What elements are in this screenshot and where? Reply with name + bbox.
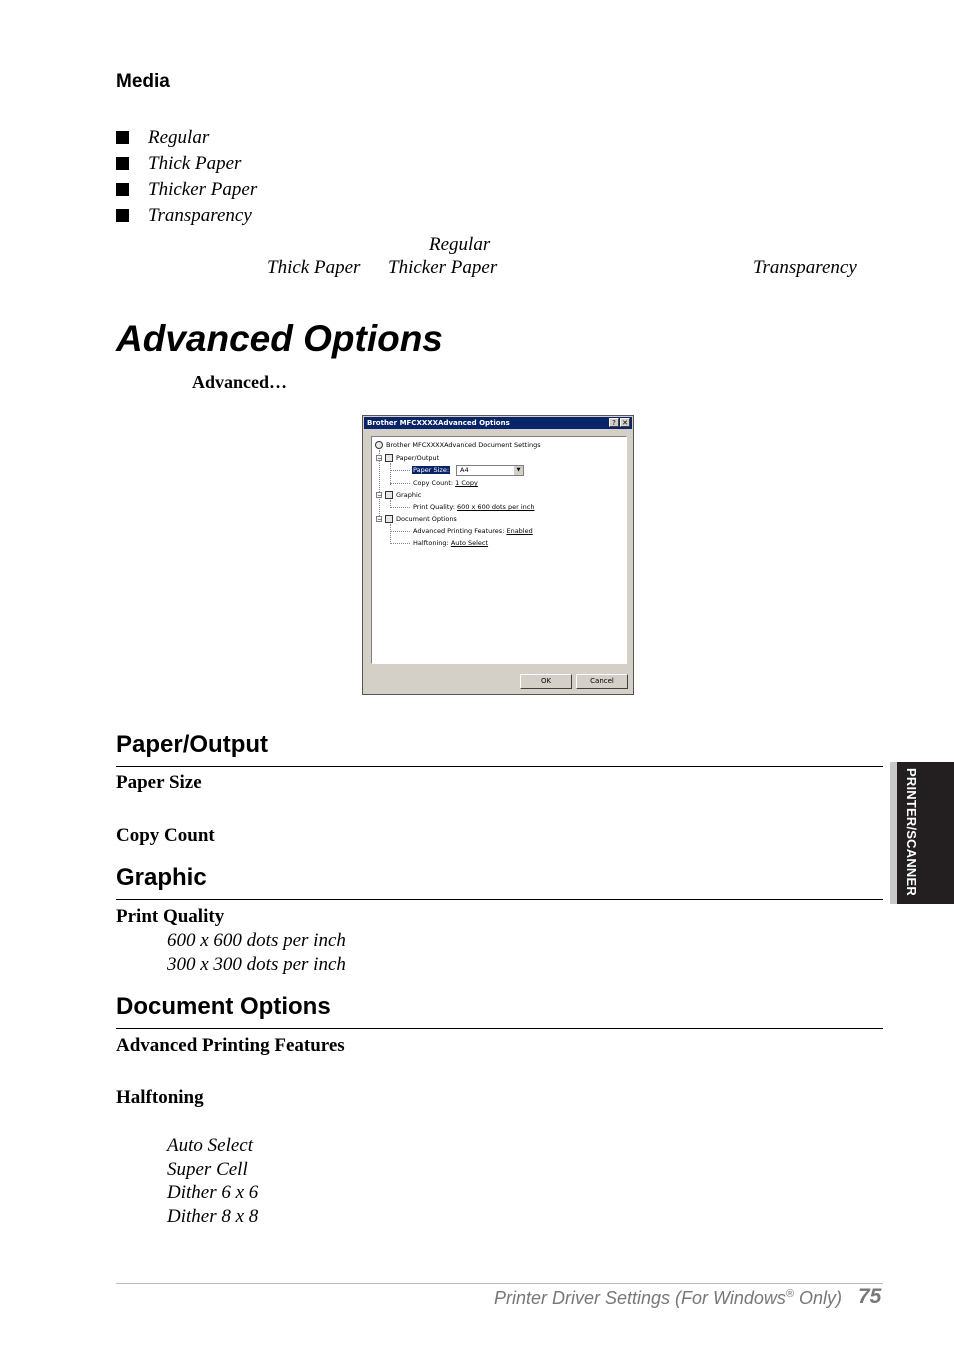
copy-count-label: Copy Count: [413,479,454,487]
side-tab [890,762,954,904]
help-icon[interactable]: ? [609,418,619,427]
copy-count-value: 1 Copy [455,479,478,487]
page-number: 75 [858,1285,882,1308]
tree-copy-count[interactable] [413,479,478,487]
footer-title-end: Only) [793,1288,842,1308]
tree-line [390,507,410,508]
bullet-icon [116,131,129,144]
print-quality-label: Print Quality: [413,503,455,511]
media-item: Thicker Paper [148,179,258,200]
advanced-button-label: Advanced… [192,372,288,392]
ok-button[interactable]: OK [520,674,572,689]
tree-print-quality[interactable] [413,503,535,511]
halftoning-label: Halftoning: [413,539,449,547]
advanced-options-dialog [362,415,634,695]
bullet-icon [116,183,129,196]
bullet-icon [116,157,129,170]
side-tab-label: PRINTER/SCANNER [904,768,919,896]
footer-rule [116,1283,883,1284]
tree-line [390,531,410,532]
tree-paper-size-label[interactable]: Paper Size: [413,466,450,474]
printer-icon [375,441,383,449]
tree-halftoning[interactable] [413,539,488,547]
tree-line [390,463,391,485]
media-note-thicker: Thicker Paper [388,257,498,278]
media-item: Regular [148,127,210,148]
tree-paper-output[interactable]: Paper/Output [396,454,440,462]
dialog-title: Brother MFCXXXXAdvanced Options [364,417,632,429]
graphic-heading: Graphic [116,864,207,891]
tree-line [390,543,410,544]
media-note-transparency: Transparency [753,257,857,278]
tree-root[interactable]: Brother MFCXXXXAdvanced Document Settings [386,441,541,449]
tree-graphic[interactable]: Graphic [396,491,422,499]
print-quality-option: 300 x 300 dots per inch [167,954,346,975]
chevron-down-icon[interactable]: ▼ [514,466,523,475]
media-item: Thick Paper [148,153,242,174]
collapse-icon[interactable]: − [377,516,383,523]
tree-adv-features[interactable] [413,527,533,535]
paper-size-select[interactable] [456,465,524,476]
media-heading: Media [116,71,170,92]
paper-size-value: A4 [460,466,469,474]
document-icon [385,515,393,523]
media-note-thick: Thick Paper [267,257,361,278]
adv-features-term: Advanced Printing Features [116,1035,345,1056]
side-tab-edge [890,762,897,904]
print-quality-option: 600 x 600 dots per inch [167,930,346,951]
document-options-heading: Document Options [116,993,331,1020]
media-note-regular: Regular [429,234,491,255]
halftone-option: Super Cell [167,1159,248,1180]
cancel-button[interactable]: Cancel [576,674,628,689]
collapse-icon[interactable]: − [377,492,383,499]
close-icon[interactable]: ✕ [620,418,630,427]
tree-line [390,483,410,484]
tree-line [390,470,410,471]
tree-document-options[interactable]: Document Options [396,515,457,523]
adv-features-value: Enabled [506,527,533,535]
footer-reg: ® [785,1288,794,1300]
bullet-icon [116,209,129,222]
footer-text [494,1288,842,1309]
section-divider [116,766,883,767]
halftone-option: Dither 8 x 8 [167,1206,259,1227]
section-divider [116,1028,883,1029]
paper-icon [385,454,393,462]
paper-size-term: Paper Size [116,772,202,793]
page-title: Advanced Options [116,318,443,359]
print-quality-value: 600 x 600 dots per inch [457,503,535,511]
copy-count-term: Copy Count [116,825,215,846]
halftoning-value: Auto Select [450,539,489,547]
settings-tree [371,436,627,664]
tree-line [390,524,391,544]
graphic-icon [385,491,393,499]
section-divider [116,899,883,900]
halftone-option: Dither 6 x 6 [167,1182,259,1203]
media-item: Transparency [148,205,252,226]
collapse-icon[interactable]: − [377,455,383,462]
halftoning-term: Halftoning [116,1087,204,1108]
adv-features-label: Advanced Printing Features: [413,527,505,535]
paper-output-heading: Paper/Output [116,731,269,758]
print-quality-term: Print Quality [116,906,225,927]
footer-title: Printer Driver Settings (For Windows [493,1288,786,1308]
halftone-option: Auto Select [167,1135,253,1156]
